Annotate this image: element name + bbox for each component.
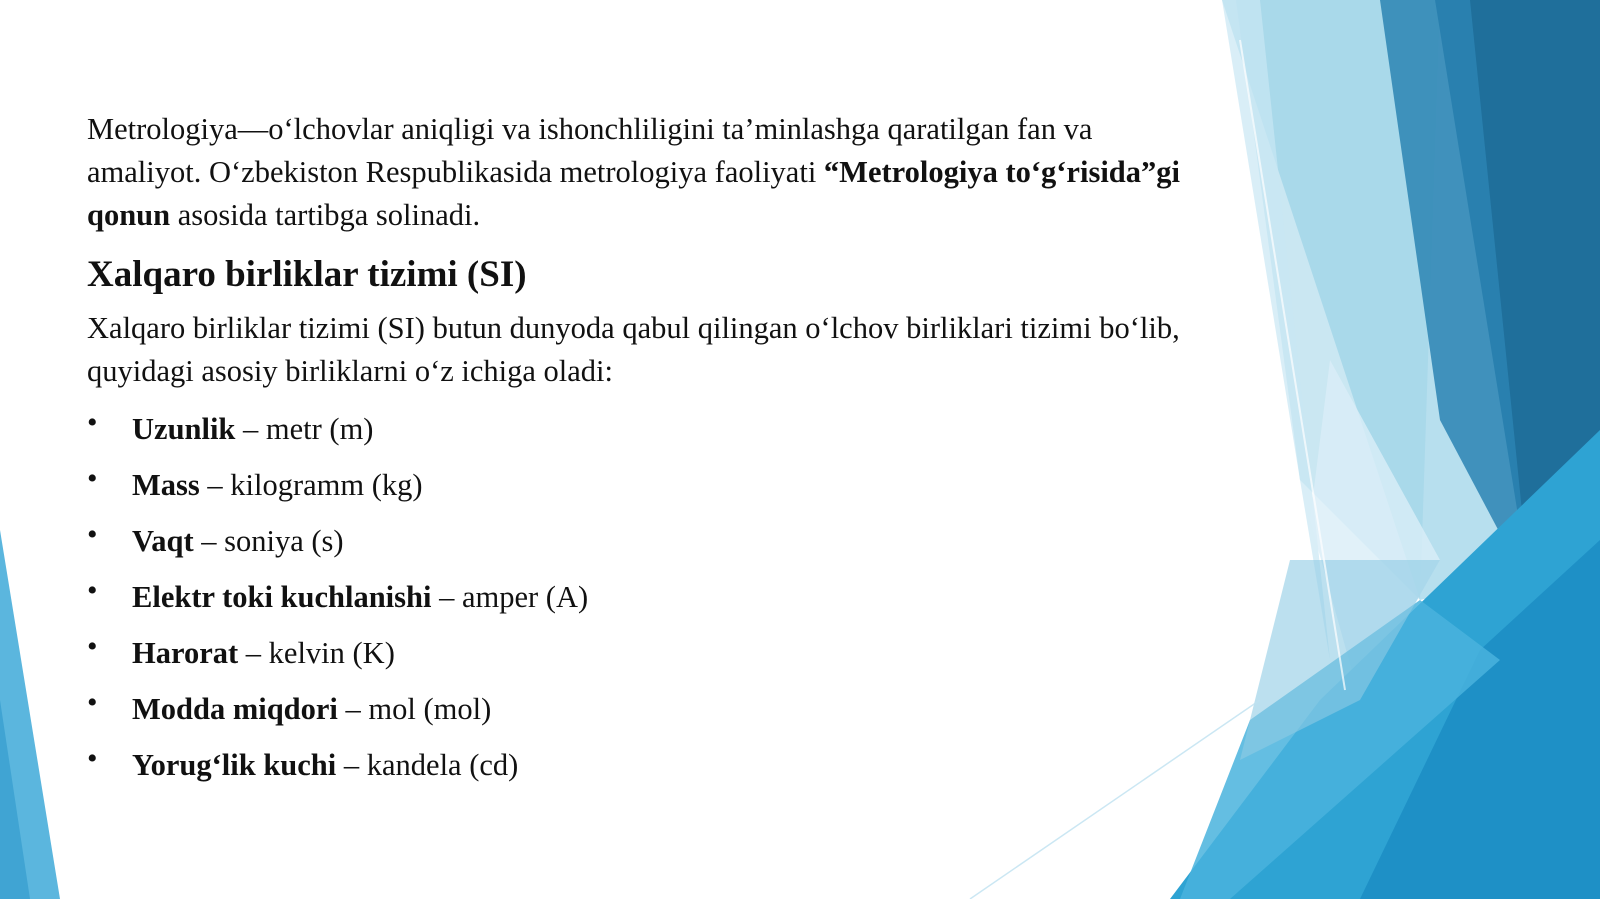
unit-value: – soniya (s) (193, 524, 344, 558)
unit-value: – kandela (cd) (336, 748, 519, 782)
intro-paragraph (87, 108, 1197, 237)
unit-value: – metr (m) (235, 412, 374, 446)
list-item (87, 457, 1197, 513)
bullet: • (87, 518, 98, 551)
description-paragraph: Xalqaro birliklar tizimi (SI) butun dunyoda qabul qilingan o‘lchov birliklari tizimi bo‘lib, quyidagi asosiy birliklarni o‘z ichiga oladi: (87, 311, 1180, 388)
unit-name: Uzunlik (132, 412, 236, 446)
list-item (87, 625, 1197, 681)
unit-value: – mol (mol) (337, 692, 492, 726)
unit-name: Elektr toki kuchlanishi (132, 580, 432, 614)
bullet: • (87, 686, 98, 719)
section-heading: Xalqaro birliklar tizimi (SI) (87, 254, 527, 295)
law-name: “Metrologiya to‘g‘risida”gi qonun (87, 155, 1180, 232)
unit-value: – amper (A) (431, 580, 589, 614)
bullet: • (87, 630, 98, 663)
unit-name: Modda miqdori (132, 692, 338, 726)
unit-name: Vaqt (132, 524, 194, 558)
intro-text-1: Metrologiya—o‘lchovlar aniqligi va ishonchliligini ta’minlashga qaratilgan fan va amaliyot. O‘zbekiston Respublikasida metrologiya faoliyati (87, 112, 1093, 189)
slide-content (87, 108, 1197, 793)
list-item (87, 737, 1197, 793)
units-list (87, 401, 1197, 793)
list-item (87, 401, 1197, 457)
unit-value: – kilogramm (kg) (199, 468, 423, 502)
bullet: • (87, 574, 98, 607)
unit-name: Harorat (132, 636, 239, 670)
bullet: • (87, 462, 98, 495)
unit-name: Yorug‘lik kuchi (132, 748, 337, 782)
unit-name: Mass (132, 468, 200, 502)
list-item (87, 513, 1197, 569)
intro-text-2: asosida tartibga solinadi. (170, 198, 481, 232)
bullet: • (87, 742, 98, 775)
unit-value: – kelvin (K) (238, 636, 395, 670)
bullet: • (87, 406, 98, 439)
list-item (87, 681, 1197, 737)
list-item (87, 569, 1197, 625)
